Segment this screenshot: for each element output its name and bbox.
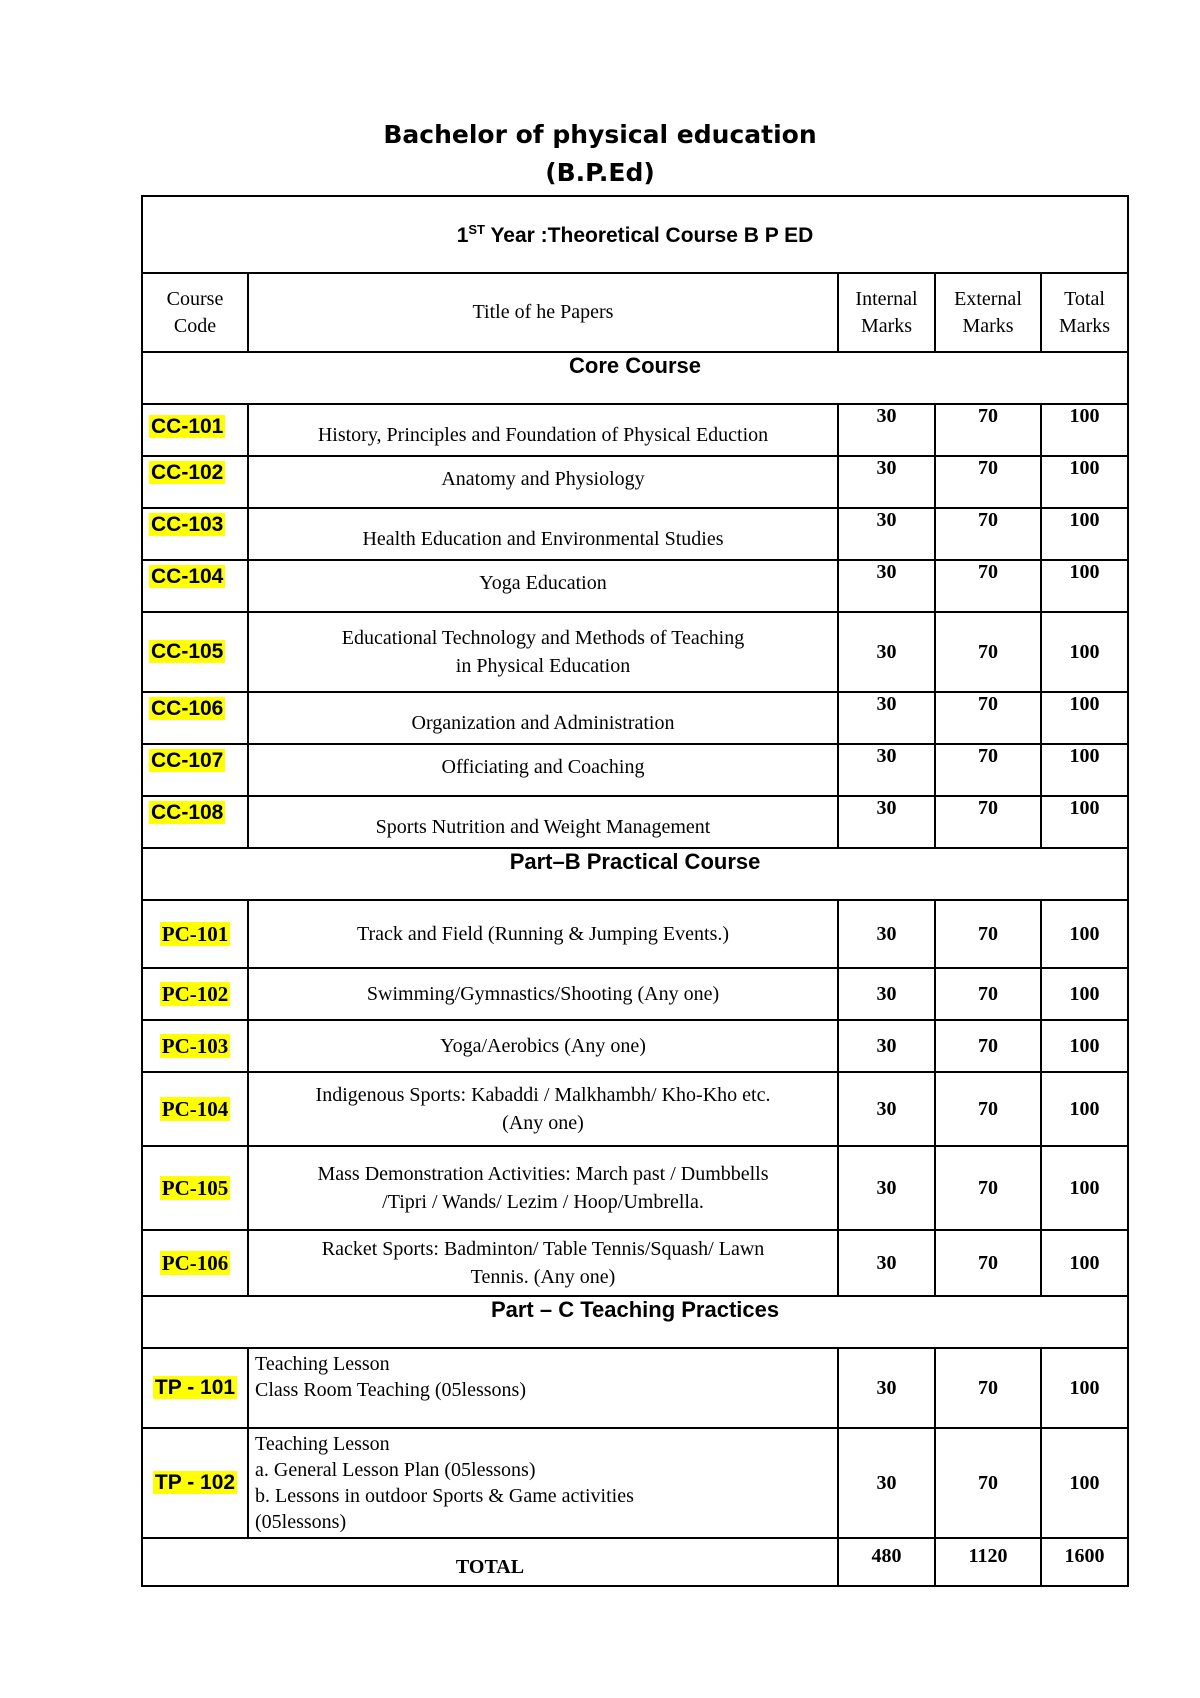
course-row [142, 1230, 1128, 1296]
internal-marks: 30 [838, 508, 935, 560]
paper-title [248, 612, 838, 692]
teaching-description-line: (05lessons) [255, 1511, 347, 1533]
external-marks: 70 [935, 1072, 1041, 1146]
paper-title: Yoga/Aerobics (Any one) [248, 1020, 838, 1072]
course-code: TP - 102 [154, 1471, 236, 1494]
paper-title: Organization and Administration [248, 692, 838, 744]
internal-marks: 30 [838, 968, 935, 1020]
teaching-practice-rows [142, 1348, 1128, 1538]
course-code: PC-102 [161, 981, 229, 1006]
total-marks: 100 [1041, 1348, 1128, 1428]
course-code: CC-102 [151, 461, 224, 484]
paper-title: Track and Field (Running & Jumping Events.) [248, 900, 838, 968]
course-code-cell [142, 1230, 248, 1296]
total-marks: 100 [1041, 1072, 1128, 1146]
external-marks: 70 [935, 612, 1041, 692]
course-row [142, 744, 1128, 796]
course-code: CC-103 [151, 513, 224, 536]
internal-marks: 30 [838, 1072, 935, 1146]
internal-marks: 30 [838, 692, 935, 744]
teaching-description-line: a. General Lesson Plan (05lessons) [255, 1459, 536, 1481]
paper-title: Officiating and Coaching [248, 744, 838, 796]
course-code-cell [142, 560, 248, 612]
course-code-cell [142, 612, 248, 692]
paper-title: Swimming/Gymnastics/Shooting (Any one) [248, 968, 838, 1020]
total-row [142, 1538, 1128, 1586]
paper-title-line: Educational Technology and Methods of Teaching [341, 627, 745, 649]
course-row [142, 1146, 1128, 1230]
total-label: TOTAL [142, 1538, 838, 1586]
teaching-description [248, 1348, 838, 1428]
external-marks: 70 [935, 968, 1041, 1020]
teaching-row [142, 1348, 1128, 1428]
paper-title: Yoga Education [248, 560, 838, 612]
course-code: CC-104 [151, 565, 224, 588]
course-code-cell [142, 404, 248, 456]
section-row [142, 1296, 1128, 1348]
course-code: PC-105 [161, 1175, 229, 1200]
total-internal: 480 [838, 1538, 935, 1586]
course-table [141, 195, 1129, 1587]
section-teaching-heading: Part – C Teaching Practices [142, 1296, 1128, 1348]
external-marks: 70 [935, 404, 1041, 456]
total-marks: 100 [1041, 796, 1128, 848]
course-row [142, 612, 1128, 692]
course-row [142, 692, 1128, 744]
course-row [142, 900, 1128, 968]
paper-title: Health Education and Environmental Studies [248, 508, 838, 560]
total-total: 1600 [1041, 1538, 1128, 1586]
section-core-heading: Core Course [142, 352, 1128, 404]
paper-title-line: (Any one) [502, 1112, 584, 1134]
total-marks: 100 [1041, 968, 1128, 1020]
paper-title [248, 1230, 838, 1296]
paper-title-line: Racket Sports: Badminton/ Table Tennis/Squash/ Lawn [321, 1238, 765, 1260]
internal-marks: 30 [838, 900, 935, 968]
teaching-description-line: Teaching Lesson [255, 1353, 390, 1375]
external-marks: 70 [935, 456, 1041, 508]
section-row [142, 848, 1128, 900]
course-code: PC-103 [161, 1033, 229, 1058]
external-marks: 70 [935, 1348, 1041, 1428]
course-code-cell [142, 796, 248, 848]
paper-title-line: /Tipri / Wands/ Lezim / Hoop/Umbrella. [382, 1191, 704, 1213]
total-marks: 100 [1041, 900, 1128, 968]
internal-marks: 30 [838, 1020, 935, 1072]
course-row [142, 456, 1128, 508]
course-code-cell [142, 1020, 248, 1072]
course-code-cell [142, 508, 248, 560]
total-marks: 100 [1041, 404, 1128, 456]
paper-title-line: Tennis. (Any one) [470, 1266, 616, 1288]
header-title: Title of he Papers [248, 273, 838, 352]
total-marks: 100 [1041, 612, 1128, 692]
external-marks: 70 [935, 1230, 1041, 1296]
total-external: 1120 [935, 1538, 1041, 1586]
paper-title: Anatomy and Physiology [248, 456, 838, 508]
course-code: PC-104 [161, 1096, 229, 1121]
external-marks: 70 [935, 744, 1041, 796]
teaching-row [142, 1428, 1128, 1538]
internal-marks: 30 [838, 1348, 935, 1428]
section-row [142, 352, 1128, 404]
internal-marks: 30 [838, 1146, 935, 1230]
teaching-description [248, 1428, 838, 1538]
course-code: CC-108 [151, 801, 224, 824]
total-marks: 100 [1041, 744, 1128, 796]
column-header-row [142, 273, 1128, 352]
internal-marks: 30 [838, 612, 935, 692]
total-marks: 100 [1041, 508, 1128, 560]
header-total: Total Marks [1041, 273, 1128, 352]
internal-marks: 30 [838, 404, 935, 456]
total-marks: 100 [1041, 1146, 1128, 1230]
total-marks: 100 [1041, 1428, 1128, 1538]
course-row [142, 1020, 1128, 1072]
external-marks: 70 [935, 900, 1041, 968]
internal-marks: 30 [838, 456, 935, 508]
document-subtitle: (B.P.Ed) [545, 158, 655, 187]
course-code-cell [142, 900, 248, 968]
course-code: PC-101 [161, 921, 229, 946]
course-row [142, 1072, 1128, 1146]
course-code-cell [142, 1146, 248, 1230]
course-code-cell [142, 1072, 248, 1146]
course-code-cell [142, 1428, 248, 1538]
external-marks: 70 [935, 1428, 1041, 1538]
external-marks: 70 [935, 1020, 1041, 1072]
header-course-code: Course Code [142, 273, 248, 352]
teaching-description-line: Class Room Teaching (05lessons) [255, 1379, 526, 1401]
teaching-description-line: Teaching Lesson [255, 1433, 390, 1455]
total-marks: 100 [1041, 692, 1128, 744]
course-code: PC-106 [161, 1250, 229, 1275]
course-code: TP - 101 [154, 1376, 236, 1399]
course-code-cell [142, 456, 248, 508]
document-title: Bachelor of physical education [383, 120, 817, 149]
course-code-cell [142, 744, 248, 796]
total-marks: 100 [1041, 560, 1128, 612]
course-code: CC-105 [151, 640, 224, 663]
external-marks: 70 [935, 508, 1041, 560]
paper-title-line: in Physical Education [455, 655, 631, 677]
course-code-cell [142, 968, 248, 1020]
paper-title: Sports Nutrition and Weight Management [248, 796, 838, 848]
internal-marks: 30 [838, 1230, 935, 1296]
course-row [142, 968, 1128, 1020]
header-internal: Internal Marks [838, 273, 935, 352]
course-code: CC-107 [151, 749, 224, 772]
course-code-cell [142, 692, 248, 744]
internal-marks: 30 [838, 796, 935, 848]
total-marks: 100 [1041, 1020, 1128, 1072]
external-marks: 70 [935, 1146, 1041, 1230]
external-marks: 70 [935, 796, 1041, 848]
paper-title-line: Indigenous Sports: Kabaddi / Malkhambh/ Kho-Kho etc. [315, 1084, 771, 1106]
paper-title: History, Principles and Foundation of Physical Eduction [248, 404, 838, 456]
course-code: CC-101 [151, 415, 224, 438]
course-row [142, 404, 1128, 456]
year-heading: 1ST Year :Theoretical Course B P ED [142, 196, 1128, 273]
course-code-cell [142, 1348, 248, 1428]
course-row [142, 796, 1128, 848]
course-row [142, 560, 1128, 612]
total-marks: 100 [1041, 1230, 1128, 1296]
internal-marks: 30 [838, 1428, 935, 1538]
year-header-row [142, 196, 1128, 273]
paper-title [248, 1146, 838, 1230]
external-marks: 70 [935, 560, 1041, 612]
external-marks: 70 [935, 692, 1041, 744]
course-code: CC-106 [151, 697, 224, 720]
internal-marks: 30 [838, 560, 935, 612]
section-practical-heading: Part–B Practical Course [142, 848, 1128, 900]
paper-title [248, 1072, 838, 1146]
paper-title-line: Mass Demonstration Activities: March past / Dumbbells [317, 1163, 769, 1185]
internal-marks: 30 [838, 744, 935, 796]
teaching-description-line: b. Lessons in outdoor Sports & Game activities [255, 1485, 634, 1507]
header-external: External Marks [935, 273, 1041, 352]
core-course-rows [142, 404, 1128, 848]
practical-course-rows [142, 900, 1128, 1296]
total-marks: 100 [1041, 456, 1128, 508]
course-row [142, 508, 1128, 560]
